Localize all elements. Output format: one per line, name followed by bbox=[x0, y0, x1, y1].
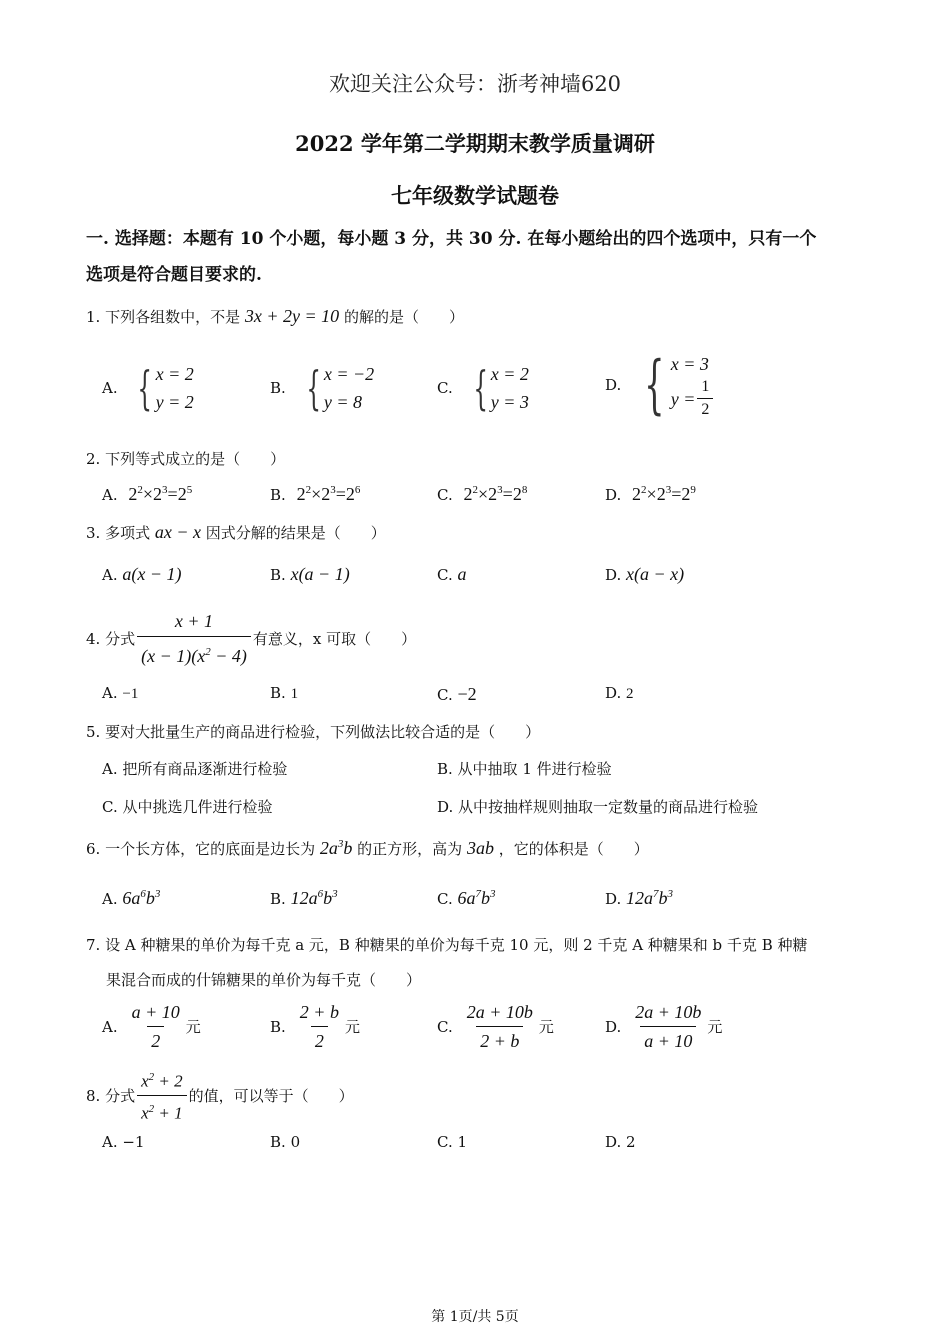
q3-b-value: x(a − 1) bbox=[290, 564, 350, 584]
q1-pre: 1. 下列各组数中，不是 bbox=[86, 308, 241, 326]
q3-option-a[interactable]: A. a(x − 1) bbox=[102, 564, 182, 584]
question-3-stem bbox=[86, 522, 386, 543]
q3-post: 因式分解的结果是（ ） bbox=[205, 524, 386, 542]
q6-option-b[interactable]: B. $12a^6b^3$ bbox=[270, 888, 338, 908]
q1-option-d[interactable] bbox=[605, 347, 715, 422]
q4-post: 有意义，x 可取（ ） bbox=[252, 630, 417, 648]
page-number: 第 1页/共 5页 bbox=[431, 1309, 519, 1325]
q5-option-a[interactable]: A. 把所有商品逐渐进行检验 bbox=[102, 760, 288, 778]
brace-icon: { bbox=[472, 361, 488, 415]
q1-option-c[interactable] bbox=[437, 360, 529, 416]
q1-d-denominator: 2 bbox=[697, 398, 713, 419]
wechat-banner: 欢迎关注公众号：浙考神墙620 bbox=[328, 72, 622, 96]
q5-option-c[interactable]: C. 从中挑选几件进行检验 bbox=[102, 798, 273, 816]
q1-b-eq1: x = −2 bbox=[323, 364, 375, 384]
q7-option-d[interactable]: D. $\frac{2a + 10b}{a + 10}$ 元 bbox=[605, 1002, 723, 1051]
q6-side-length: $2a^3b$ bbox=[319, 838, 353, 858]
q3-pre: 3. 多项式 bbox=[86, 524, 151, 542]
section-instructions-line2: 选项是符合题目要求的. bbox=[86, 265, 262, 285]
q2-option-d-label: D. bbox=[605, 486, 622, 504]
q1-a-eq2: y = 2 bbox=[155, 392, 194, 412]
question-7-stem-line2: 果混合而成的什锦糖果的单价为每千克（ ） bbox=[106, 971, 422, 989]
q7-option-b[interactable]: B. $\frac{2 + b}{2}$ 元 bbox=[270, 1002, 360, 1051]
section-instructions-line1: 一. 选择题：本题有 10 个小题，每小题 3 分，共 30 分. 在每小题给出的四个选项中，只有一个 bbox=[86, 229, 817, 249]
q2-option-c-label: C. bbox=[437, 486, 453, 504]
question-2-stem: 2. 下列等式成立的是（ ） bbox=[86, 450, 286, 468]
q6-option-c[interactable]: C. $6a^7b^3$ bbox=[437, 888, 496, 908]
q1-a-eq1: x = 2 bbox=[155, 364, 194, 384]
q1-b-eq2: y = 8 bbox=[323, 392, 362, 412]
question-4-stem bbox=[86, 608, 416, 669]
exam-subtitle: 七年级数学试题卷 bbox=[391, 183, 559, 208]
q1-option-c-label: C. bbox=[437, 379, 453, 397]
q5-option-d[interactable]: D. 从中按抽样规则抽取一定数量的商品进行检验 bbox=[437, 798, 759, 816]
q3-c-value: a bbox=[457, 564, 467, 584]
q1-option-a[interactable] bbox=[102, 360, 194, 416]
q3-option-c[interactable]: C. a bbox=[437, 564, 467, 584]
q5-option-b[interactable]: B. 从中抽取 1 件进行检验 bbox=[437, 760, 612, 778]
q1-option-d-label: D. bbox=[605, 375, 622, 394]
q4-option-c[interactable]: C. −2 bbox=[437, 684, 477, 704]
q3-a-value: a(x − 1) bbox=[122, 564, 182, 584]
q8-denominator: $x^2 + 1$ bbox=[137, 1095, 187, 1125]
q7-option-c[interactable]: C. $\frac{2a + 10b}{2 + b}$ 元 bbox=[437, 1002, 554, 1051]
q1-option-b-label: B. bbox=[270, 379, 286, 397]
q6-option-a[interactable]: A. $6a^6b^3$ bbox=[102, 888, 161, 908]
q2-option-a-label: A. bbox=[102, 486, 118, 504]
question-5-stem: 5. 要对大批量生产的商品进行检验，下列做法比较合适的是（ ） bbox=[86, 723, 541, 741]
q4-option-b[interactable]: B. 1 bbox=[270, 684, 299, 702]
q8-option-d[interactable]: D. 2 bbox=[605, 1133, 636, 1151]
q8-option-a[interactable]: A. −1 bbox=[102, 1133, 145, 1151]
q3-d-value: x(a − x) bbox=[626, 564, 685, 584]
q4-option-a[interactable]: A. −1 bbox=[102, 684, 139, 702]
q3-option-d[interactable]: D. x(a − x) bbox=[605, 564, 685, 584]
question-8-stem: 8. 分式 $\frac{x^2 + 2}{x^2 + 1}$ 的值，可以等于（ ） bbox=[86, 1066, 354, 1124]
q2-option-b[interactable]: B. $2^2\times 2^3=2^6$ bbox=[270, 484, 361, 504]
question-7-stem-line1: 7. 设 A 种糖果的单价为每千克 a 元，B 种糖果的单价为每千克 10 元，则 2 千克 A 种糖果和 b 千克 B 种糖 bbox=[86, 936, 808, 954]
q6-height: 3ab bbox=[466, 838, 494, 858]
q4-numerator: x + 1 bbox=[174, 611, 214, 631]
q1-option-b[interactable] bbox=[270, 360, 374, 416]
q2-option-a[interactable]: A. $2^2\times 2^3=2^5$ bbox=[102, 484, 193, 504]
q1-post: 的解的是（ ） bbox=[343, 308, 464, 326]
brace-icon: { bbox=[644, 347, 665, 422]
exam-title: 2022 学年第二学期期末教学质量调研 bbox=[295, 131, 655, 156]
q3-polynomial: ax − x bbox=[154, 522, 201, 542]
q1-c-eq2: y = 3 bbox=[490, 392, 529, 412]
brace-icon: { bbox=[137, 361, 153, 415]
q4-option-d[interactable]: D. 2 bbox=[605, 684, 634, 702]
q1-d-eq2: y = bbox=[670, 388, 696, 409]
q2-option-d[interactable]: D. $2^2\times 2^3=2^9$ bbox=[605, 484, 696, 504]
q3-option-b[interactable]: B. x(a − 1) bbox=[270, 564, 350, 584]
question-6-stem: 6. 一个长方体，它的底面是边长为 $2a^3b$ 的正方形，高为 3ab ，它的体积是（ ） bbox=[86, 838, 649, 858]
q1-d-numerator: 1 bbox=[701, 378, 710, 395]
question-1-stem bbox=[86, 306, 464, 327]
q1-equation: 3x + 2y = 10 bbox=[244, 306, 340, 326]
q2-option-b-label: B. bbox=[270, 486, 286, 504]
q8-numerator: $x^2 + 2$ bbox=[141, 1071, 183, 1091]
q4-denominator: $(x - 1)(x^2 - 4)$ bbox=[137, 636, 251, 669]
q1-c-eq1: x = 2 bbox=[490, 364, 529, 384]
q1-d-eq1: x = 3 bbox=[670, 354, 709, 374]
q8-option-c[interactable]: C. 1 bbox=[437, 1133, 468, 1151]
q8-option-b[interactable]: B. 0 bbox=[270, 1133, 301, 1151]
q2-option-c[interactable]: C. $2^2\times 2^3=2^8$ bbox=[437, 484, 528, 504]
q1-option-a-label: A. bbox=[102, 379, 118, 397]
q4-pre: 4. 分式 bbox=[86, 630, 136, 648]
q7-option-a[interactable]: A. $\frac{a + 10}{2}$ 元 bbox=[102, 1002, 201, 1051]
q6-option-d[interactable]: D. $12a^7b^3$ bbox=[605, 888, 674, 908]
brace-icon: { bbox=[305, 361, 321, 415]
